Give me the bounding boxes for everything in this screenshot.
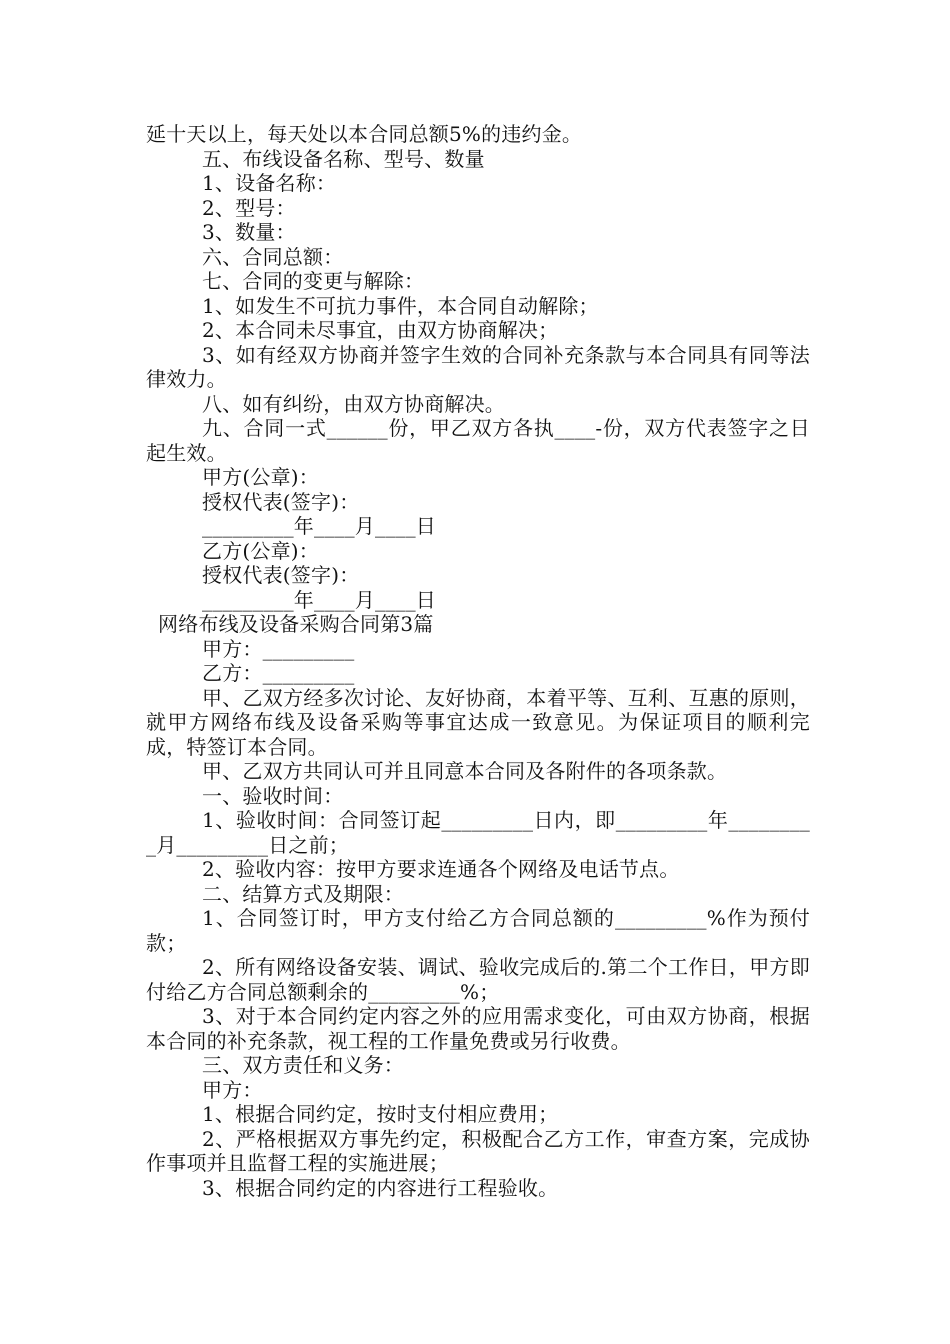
- contract-paragraph: 1、设备名称：: [202, 171, 337, 195]
- contract-paragraph: 1、合同签订时，甲方支付给乙方合同总额的_________%作为预付款；: [146, 906, 810, 955]
- contract-paragraph: 2、型号：: [202, 195, 296, 220]
- contract-paragraph: 3、根据合同约定的内容进行工程验收。: [202, 1175, 559, 1200]
- section-title: 网络布线及设备采购合同第3篇: [158, 612, 434, 636]
- contract-paragraph: 一、验收时间：: [202, 783, 344, 808]
- contract-paragraph: 六、合同总额：: [202, 244, 344, 269]
- contract-paragraph: 甲方(公章)：: [202, 465, 320, 489]
- contract-paragraph: 1、验收时间：合同签订起_________日内，即_________年_________月_________日之前；: [146, 808, 810, 857]
- contract-paragraph: 授权代表(签字)：: [202, 489, 360, 514]
- contract-paragraph: 3、对于本合同约定内容之外的应用需求变化，可由双方协商，根据本合同的补充条款，视工程的工作量免费或另行收费。: [146, 1004, 810, 1053]
- contract-paragraph: 七、合同的变更与解除：: [202, 269, 425, 293]
- contract-paragraph: 乙方：_________: [202, 661, 355, 685]
- contract-paragraph: 授权代表(签字)：: [202, 563, 360, 587]
- contract-paragraph: 3、如有经双方协商并签字生效的合同补充条款与本合同具有同等法律效力。: [146, 342, 810, 391]
- contract-paragraph: 1、根据合同约定，按时支付相应费用；: [202, 1102, 559, 1126]
- contract-paragraph: 2、所有网络设备安装、调试、验收完成后的.第二个工作日，甲方即付给乙方合同总额剩余的_________%；: [146, 955, 810, 1004]
- contract-paragraph: 二、结算方式及期限：: [202, 881, 404, 906]
- contract-body: [146, 122, 810, 1200]
- contract-paragraph: 2、验收内容：按甲方要求连通各个网络及电话节点。: [202, 857, 680, 881]
- contract-paragraph: 三、双方责任和义务：: [202, 1053, 404, 1077]
- contract-paragraph: 甲、乙双方经多次讨论、友好协商，本着平等、互利、互惠的原则，就甲方网络布线及设备采购等事宜达成一致意见。为保证项目的顺利完成，特签订本合同。: [146, 685, 810, 759]
- contract-paragraph: 乙方(公章)：: [202, 538, 320, 563]
- contract-paragraph: 3、数量：: [202, 220, 296, 244]
- contract-paragraph: 五、布线设备名称、型号、数量: [202, 146, 485, 171]
- contract-paragraph: 延十天以上，每天处以本合同总额5%的违约金。: [146, 122, 583, 146]
- contract-paragraph: 甲方：_________: [202, 636, 355, 661]
- contract-paragraph: 甲、乙双方共同认可并且同意本合同及各附件的各项条款。: [202, 759, 728, 783]
- contract-paragraph: 九、合同一式______份，甲乙双方各执____-份，双方代表签字之日起生效。: [146, 416, 810, 465]
- contract-paragraph: 八、如有纠纷，由双方协商解决。: [202, 391, 505, 416]
- contract-paragraph: _________年____月____日: [202, 514, 436, 538]
- contract-paragraph: 1、如发生不可抗力事件，本合同自动解除；: [202, 293, 599, 318]
- contract-paragraph: _________年____月____日: [202, 587, 436, 612]
- contract-paragraph: 2、本合同未尽事宜，由双方协商解决；: [202, 318, 559, 342]
- contract-paragraph: 甲方：: [202, 1077, 263, 1102]
- contract-paragraph: 2、严格根据双方事先约定，积极配合乙方工作，审查方案，完成协作事项并且监督工程的实施进展；: [146, 1126, 810, 1175]
